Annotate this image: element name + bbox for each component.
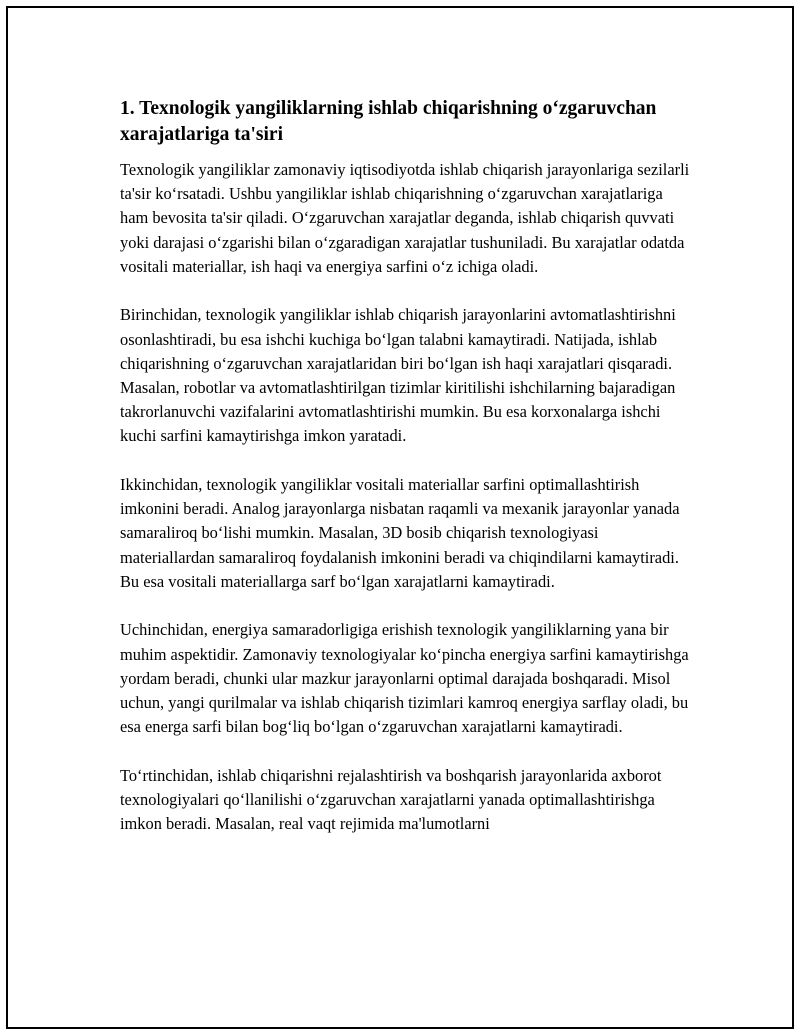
paragraph-first: Birinchidan, texnologik yangiliklar ishlab chiqarish jarayonlarini avtomatlashtirishni osonlashtiradi, bu esa ishchi kuchiga boʻlgan talabni kamaytiradi. Natijada, ishlab chiqarishning oʻzgaruvchan xarajatlaridan biri boʻlgan ish haqi xarajatlari qisqaradi. Masalan, robotlar va avtomatlashtirilgan tizimlar kiritilishi ishchilarning bajaradigan takrorlanuvchi vazifalarini avtomatlashtirishi mumkin. Bu esa korxonalarga ishchi kuchi sarfini kamaytirishga imkon yaratadi. [120, 305, 676, 446]
paragraph-second: Ikkinchidan, texnologik yangiliklar vositali materiallar sarfini optimallashtirish imkonini beradi. Analog jarayonlarga nisbatan raqamli va mexanik jarayonlar yanada samaraliroq boʻlishi mumkin. Masalan, 3D bosib chiqarish texnologiyasi materiallardan samaraliroq foydalanish imkonini beradi va chiqindilarni kamaytiradi. Bu esa vositali materiallarga sarf boʻlgan xarajatlarni kamaytiradi. [120, 475, 680, 591]
document-body [120, 96, 692, 861]
paragraph-intro: Texnologik yangiliklar zamonaviy iqtisodiyotda ishlab chiqarish jarayonlariga sezilarli ta'sir koʻrsatadi. Ushbu yangiliklar ishlab chiqarishning oʻzgaruvchan xarajatlariga ham bevosita ta'sir qiladi. Oʻzgaruvchan xarajatlar deganda, ishlab chiqarish quvvati yoki darajasi oʻzgarishi bilan oʻzgaradigan xarajatlar tushuniladi. Bu xarajatlar odatda vositali materiallar, ish haqi va energiya sarfini oʻz ichiga oladi. [120, 160, 690, 276]
paragraph-fourth: Toʻrtinchidan, ishlab chiqarishni rejalashtirish va boshqarish jarayonlarida axborot texnologiyalari qoʻllanilishi oʻzgaruvchan xarajatlarni yanada optimallashtirishga imkon beradi. Masalan, real vaqt rejimida ma'lumotlarni [120, 765, 662, 834]
section-heading: 1. Texnologik yangiliklarning ishlab chiqarishning oʻzgaruvchan xarajatlariga ta'siri [120, 98, 657, 145]
paragraph-third: Uchinchidan, energiya samaradorligiga erishish texnologik yangiliklarning yana bir muhim aspektidir. Zamonaviy texnologiyalar koʻpincha energiya sarfini kamaytirishga yordam beradi, chunki ular mazkur jarayonlarni optimal darajada boshqaradi. Misol uchun, yangi qurilmalar va ishlab chiqarish tizimlari kamroq energiya sarflay oladi, bu esa energa sarfi bilan bogʻliq boʻlgan oʻzgaruvchan xarajatlarni kamaytiradi. [120, 620, 689, 737]
document-page [6, 6, 794, 1029]
